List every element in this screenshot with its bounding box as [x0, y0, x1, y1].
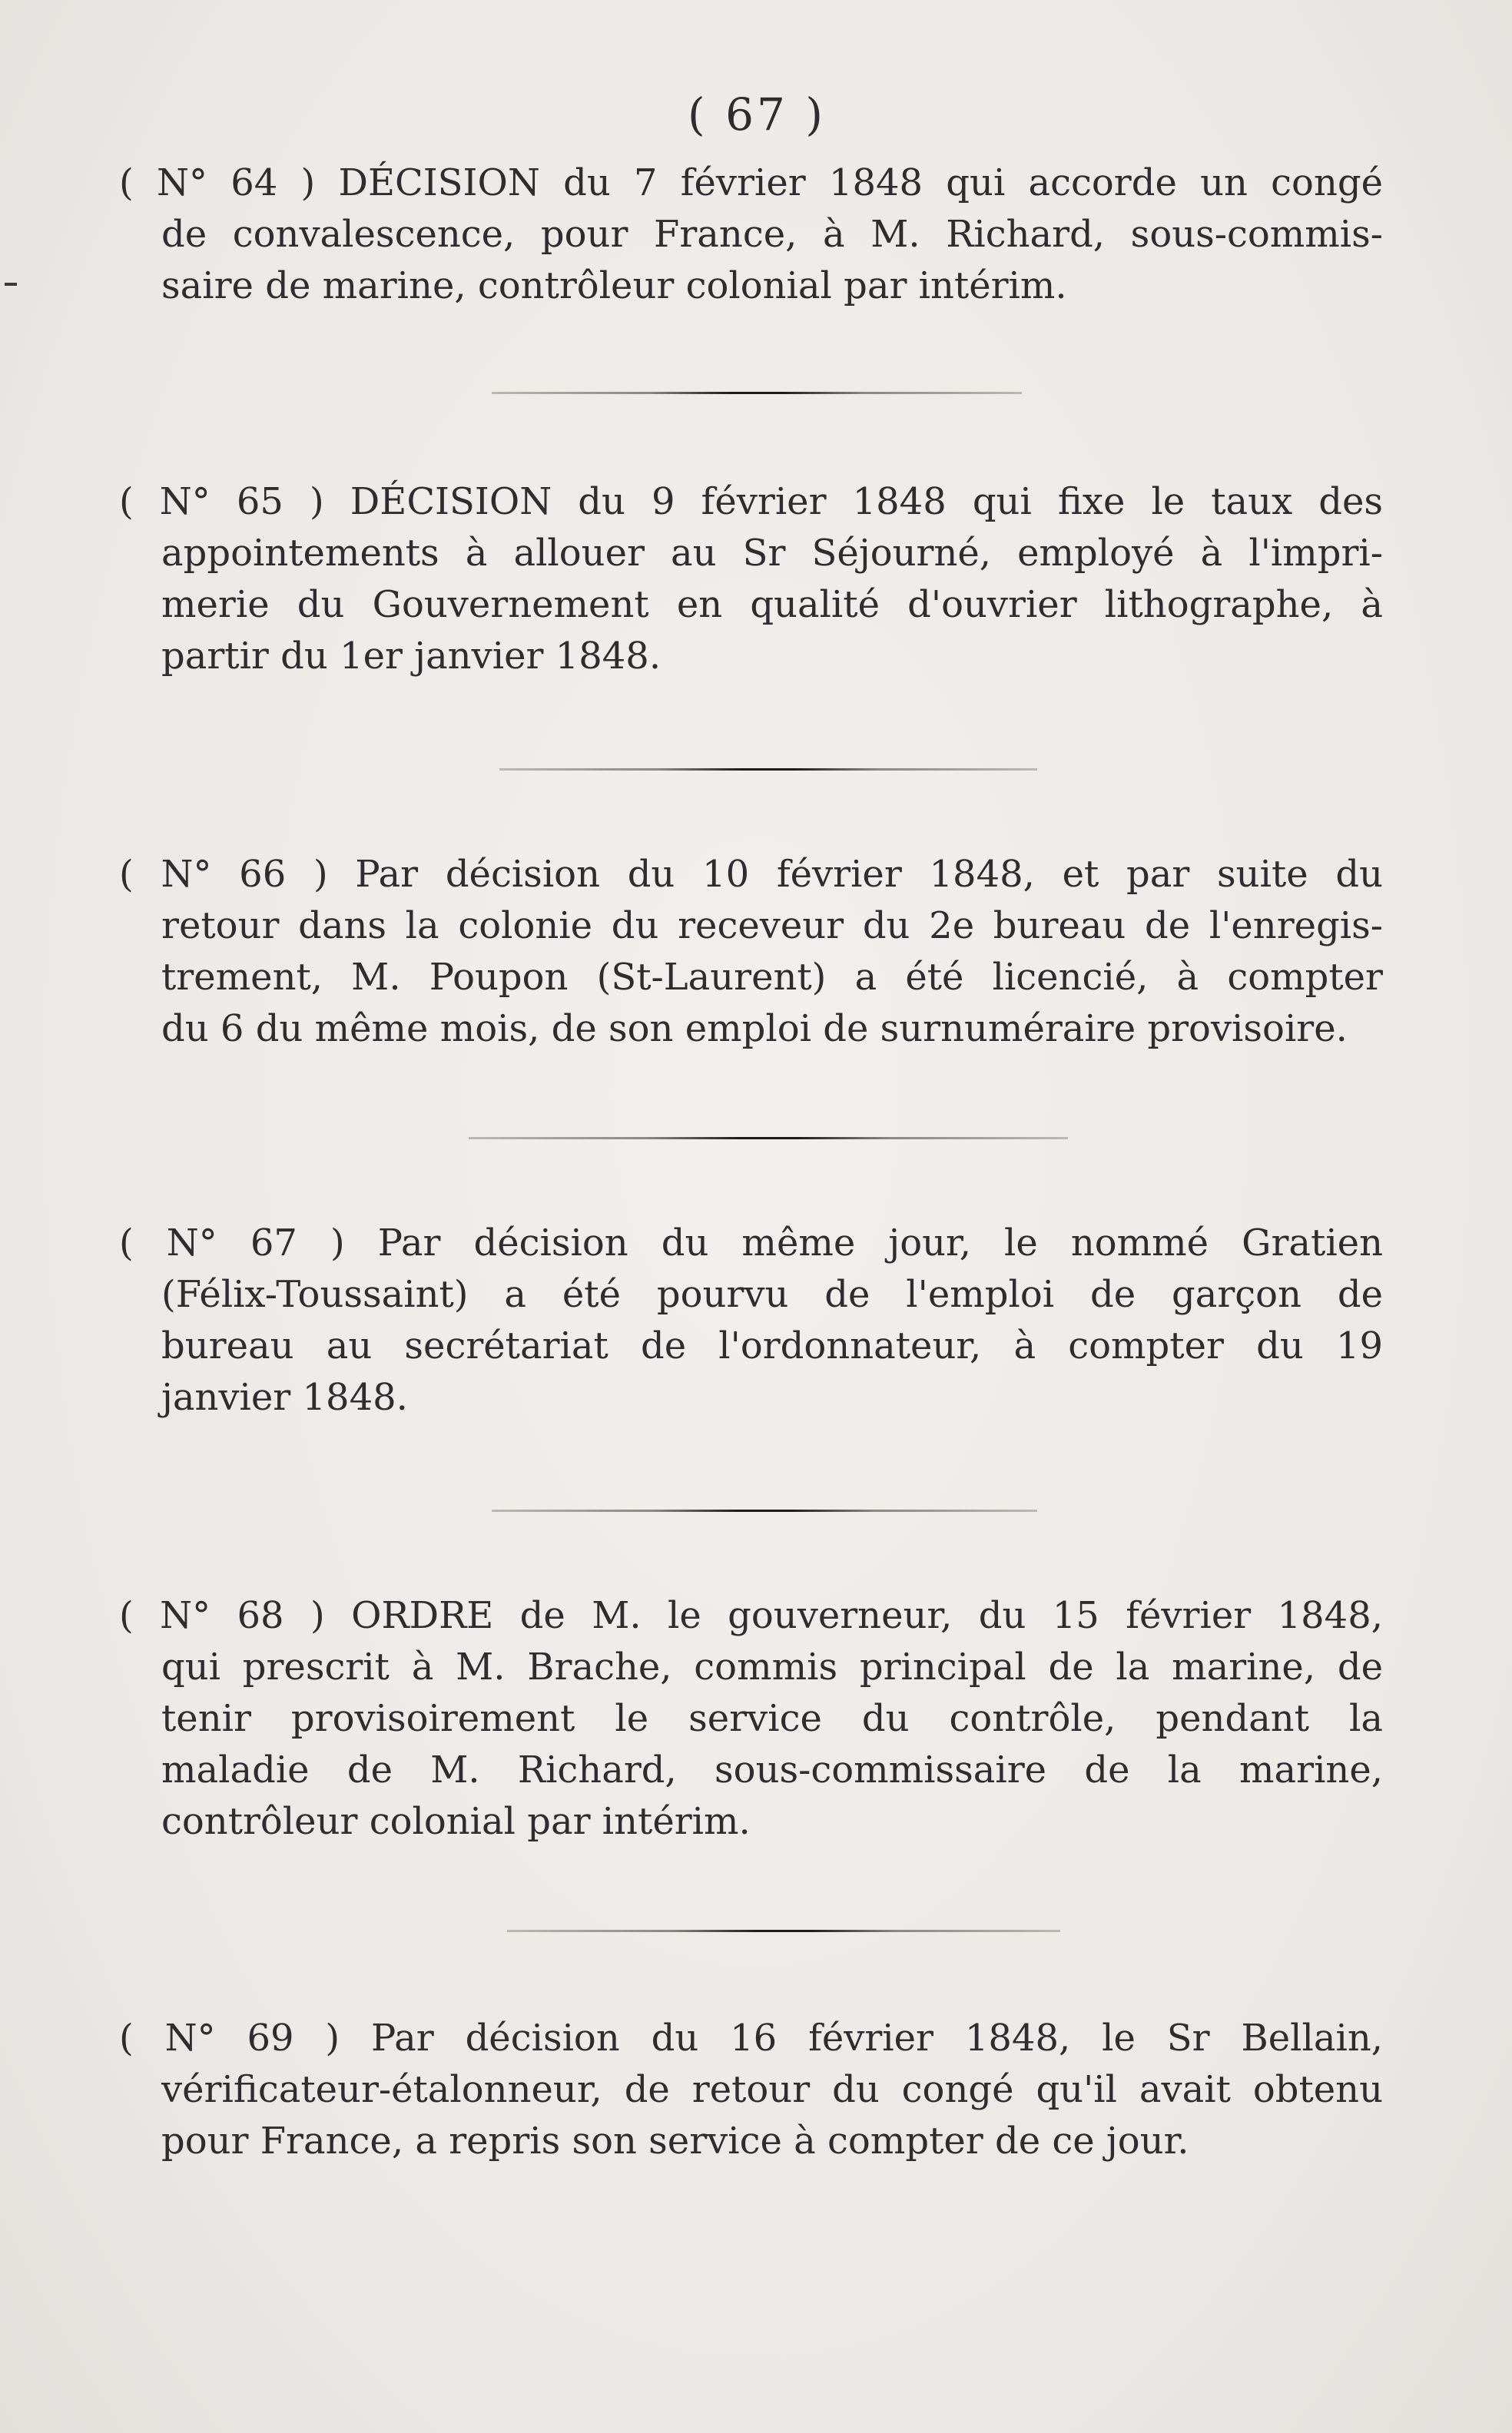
- decision-entry-69: [119, 2013, 1383, 2167]
- entry-line: ( N° 67 ) Par décision du même jour, le nommé Gratien: [119, 1221, 1383, 1265]
- decision-entry-65: [119, 476, 1383, 682]
- entry-line: ( N° 68 ) ORDRE de M. le gouverneur, du 15 février 1848,: [119, 1594, 1383, 1637]
- entry-line: janvier 1848.: [161, 1376, 408, 1419]
- section-separator: [499, 768, 1037, 771]
- section-separator: [492, 392, 1022, 394]
- decision-entry-66: [119, 849, 1383, 1055]
- entry-line: tenir provisoirement le service du contrôle, pendant la: [161, 1697, 1383, 1740]
- decision-entry-67: [119, 1218, 1383, 1424]
- entry-line: maladie de M. Richard, sous-commissaire de la marine,: [161, 1749, 1383, 1792]
- margin-mark: [5, 283, 17, 286]
- entry-line: (Félix-Toussaint) a été pourvu de l'emploi de garçon de: [161, 1273, 1383, 1316]
- entry-line: contrôleur colonial par intérim.: [161, 1800, 751, 1843]
- entry-line: bureau au secrétariat de l'ordonnateur, à compter du 19: [161, 1324, 1383, 1367]
- entry-line: appointements à allouer au Sr Séjourné, employé à l'impri-: [161, 532, 1383, 575]
- entry-line: qui prescrit à M. Brache, commis principal de la marine, de: [161, 1646, 1383, 1689]
- entry-line: pour France, a repris son service à compter de ce jour.: [161, 2120, 1189, 2163]
- entry-line: du 6 du même mois, de son emploi de surnuméraire provisoire.: [161, 1007, 1348, 1050]
- entry-line: trement, M. Poupon (St-Laurent) a été licencié, à compter: [161, 956, 1383, 999]
- entry-line: retour dans la colonie du receveur du 2e bureau de l'enregis-: [161, 904, 1383, 947]
- entry-line: saire de marine, contrôleur colonial par intérim.: [161, 264, 1067, 307]
- decision-entry-64: [119, 157, 1383, 312]
- decision-entry-68: [119, 1590, 1383, 1848]
- section-separator: [507, 1930, 1060, 1932]
- entry-line: ( N° 69 ) Par décision du 16 février 1848, le Sr Bellain,: [119, 2017, 1383, 2060]
- entry-line: vérificateur-étalonneur, de retour du congé qu'il avait obtenu: [161, 2068, 1383, 2111]
- entry-line: merie du Gouvernement en qualité d'ouvrier lithographe, à: [161, 583, 1383, 626]
- entry-line: ( N° 66 ) Par décision du 10 février 1848, et par suite du: [119, 853, 1383, 896]
- entry-line: ( N° 65 ) DÉCISION du 9 février 1848 qui fixe le taux des: [119, 480, 1383, 523]
- section-separator: [469, 1137, 1068, 1139]
- page-number: ( 67 ): [688, 88, 826, 141]
- entry-line: de convalescence, pour France, à M. Richard, sous-commis-: [161, 213, 1383, 256]
- section-separator: [492, 1510, 1037, 1512]
- entry-line: ( N° 64 ) DÉCISION du 7 février 1848 qui accorde un congé: [119, 161, 1383, 204]
- entry-line: partir du 1er janvier 1848.: [161, 635, 662, 678]
